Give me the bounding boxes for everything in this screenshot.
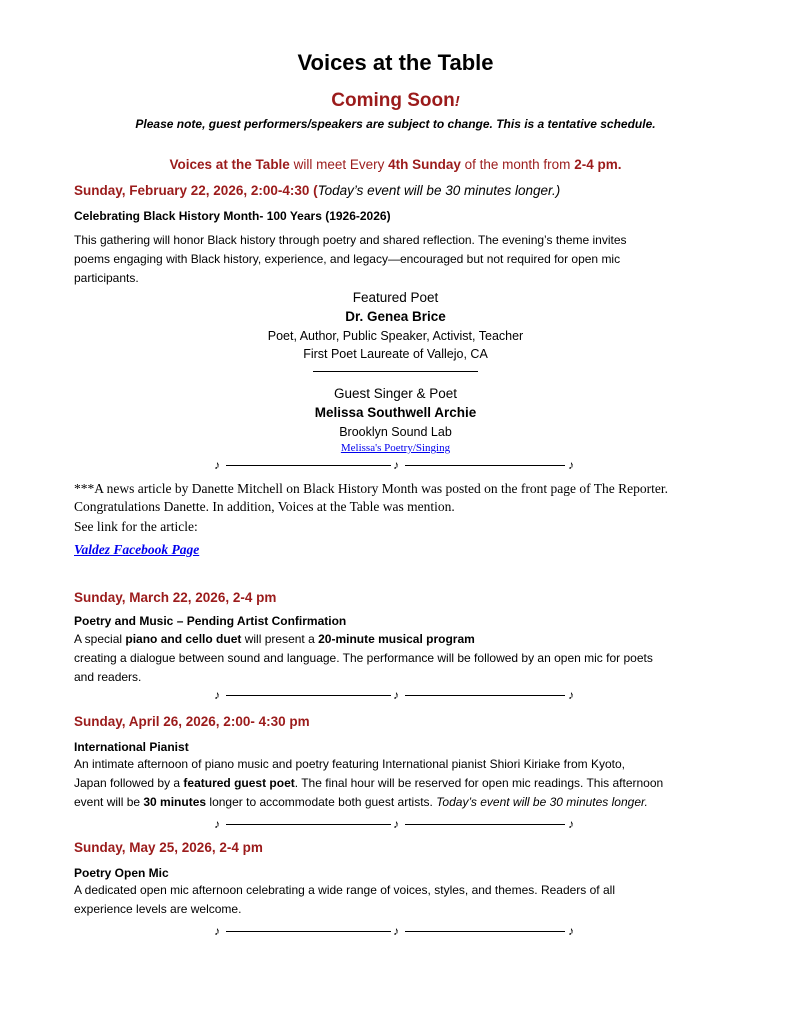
music-note-icon: ♪ bbox=[393, 817, 399, 831]
meeting-time: 2-4 pm. bbox=[574, 157, 622, 172]
apr-desc-line bbox=[74, 774, 724, 793]
mar-event-heading: Poetry and Music – Pending Artist Confirmation bbox=[74, 614, 347, 628]
mar-desc-line: creating a dialogue between sound and language. The performance will be followed by an open mic for poets bbox=[74, 651, 653, 665]
page-title: Voices at the Table bbox=[297, 50, 494, 75]
music-note-icon: ♪ bbox=[568, 458, 574, 472]
apr-event-heading: International Pianist bbox=[74, 740, 189, 754]
featured-poet-title: First Poet Laureate of Vallejo, CA bbox=[303, 347, 488, 361]
text: . The final hour will be reserved for open mic readings. This afternoon bbox=[294, 776, 664, 790]
meeting-text: will meet Every bbox=[289, 157, 389, 172]
apr-desc-line bbox=[74, 793, 724, 812]
emphasis: piano and cello duet bbox=[125, 632, 242, 646]
divider-line bbox=[226, 931, 391, 932]
mar-event-date: Sunday, March 22, 2026, 2-4 pm bbox=[74, 590, 277, 605]
emphasis: 20-minute musical program bbox=[318, 632, 475, 646]
feb-date-note: Today’s event will be 30 minutes longer.) bbox=[317, 183, 561, 198]
meeting-text-2: of the month from bbox=[460, 157, 575, 172]
music-note-icon: ♪ bbox=[214, 924, 220, 938]
emphasis: 30 minutes bbox=[143, 795, 207, 809]
divider-line bbox=[405, 695, 565, 696]
coming-soon-text: Coming Soon bbox=[331, 90, 455, 111]
guest-singer-label: Guest Singer & Poet bbox=[333, 386, 458, 401]
mar-desc-line: and readers. bbox=[74, 670, 142, 684]
text: longer to accommodate both guest artists. bbox=[206, 795, 437, 809]
facebook-page-link[interactable]: Valdez Facebook Page bbox=[74, 542, 200, 557]
emphasis: featured guest poet bbox=[183, 776, 295, 790]
coming-soon-mark: ! bbox=[454, 93, 460, 110]
music-note-icon: ♪ bbox=[393, 458, 399, 472]
meeting-name: Voices at the Table bbox=[169, 157, 290, 172]
feb-event-date bbox=[74, 183, 560, 198]
mar-desc-line bbox=[74, 630, 724, 649]
may-desc-line: A dedicated open mic afternoon celebrating a wide range of voices, styles, and themes. Readers of all bbox=[74, 883, 615, 897]
feb-desc-line: This gathering will honor Black history through poetry and shared reflection. The evening’s theme invites bbox=[74, 233, 627, 247]
music-note-icon: ♪ bbox=[568, 924, 574, 938]
apr-event-date: Sunday, April 26, 2026, 2:00- 4:30 pm bbox=[74, 714, 310, 729]
may-event-heading: Poetry Open Mic bbox=[74, 866, 169, 880]
apr-desc-line: An intimate afternoon of piano music and poetry featuring International pianist Shiori Kiriake from Kyoto, bbox=[74, 757, 625, 771]
feb-desc-line: participants. bbox=[74, 271, 139, 285]
feb-date-text: Sunday, February 22, 2026, 2:00-4:30 ( bbox=[74, 183, 318, 198]
guest-singer-name: Melissa Southwell Archie bbox=[314, 405, 477, 420]
facebook-link-wrap bbox=[74, 542, 199, 558]
guest-singer-link[interactable]: Melissa's Poetry/Singing bbox=[340, 442, 451, 454]
apr-event-description bbox=[74, 755, 724, 812]
article-line: Congratulations Danette. In addition, Voices at the Table was mention. bbox=[74, 499, 455, 514]
music-note-icon: ♪ bbox=[214, 458, 220, 472]
music-note-icon: ♪ bbox=[393, 688, 399, 702]
italic-note: Today’s event will be 30 minutes longer. bbox=[436, 795, 648, 809]
music-note-icon: ♪ bbox=[214, 817, 220, 831]
text: A special bbox=[74, 632, 126, 646]
article-line: ***A news article by Danette Mitchell on Black History Month was posted on the front page of The Reporter. bbox=[74, 481, 668, 496]
divider-line bbox=[405, 931, 565, 932]
may-event-description bbox=[74, 881, 724, 919]
guest-singer-link-wrap bbox=[0, 442, 791, 454]
section-divider bbox=[313, 371, 478, 372]
feb-desc-line: poems engaging with Black history, experience, and legacy—encouraged but not required for open mic bbox=[74, 252, 621, 266]
featured-poet-role: Poet, Author, Public Speaker, Activist, Teacher bbox=[267, 329, 524, 343]
featured-poet-label: Featured Poet bbox=[352, 290, 439, 305]
tentative-note: Please note, guest performers/speakers are subject to change. This is a tentative schedule. bbox=[135, 117, 656, 131]
article-link-intro: See link for the article: bbox=[74, 519, 198, 534]
text: Japan followed by a bbox=[74, 776, 184, 790]
news-article-note bbox=[74, 480, 668, 516]
divider-line bbox=[226, 465, 391, 466]
music-note-icon: ♪ bbox=[568, 688, 574, 702]
feb-event-description bbox=[74, 231, 724, 288]
music-note-icon: ♪ bbox=[393, 924, 399, 938]
featured-poet-name: Dr. Genea Brice bbox=[345, 309, 446, 324]
music-note-icon: ♪ bbox=[214, 688, 220, 702]
meeting-schedule bbox=[0, 157, 791, 172]
feb-event-heading: Celebrating Black History Month- 100 Years (1926-2026) bbox=[74, 209, 391, 223]
divider-line bbox=[405, 824, 565, 825]
guest-singer-org: Brooklyn Sound Lab bbox=[339, 425, 452, 439]
divider-line bbox=[405, 465, 565, 466]
may-desc-line: experience levels are welcome. bbox=[74, 902, 242, 916]
divider-line bbox=[226, 824, 391, 825]
music-note-icon: ♪ bbox=[568, 817, 574, 831]
coming-soon-heading bbox=[0, 90, 791, 112]
text: event will be bbox=[74, 795, 144, 809]
meeting-day: 4th Sunday bbox=[388, 157, 461, 172]
may-event-date: Sunday, May 25, 2026, 2-4 pm bbox=[74, 840, 263, 855]
text: will present a bbox=[241, 632, 319, 646]
mar-event-description bbox=[74, 630, 724, 687]
divider-line bbox=[226, 695, 391, 696]
